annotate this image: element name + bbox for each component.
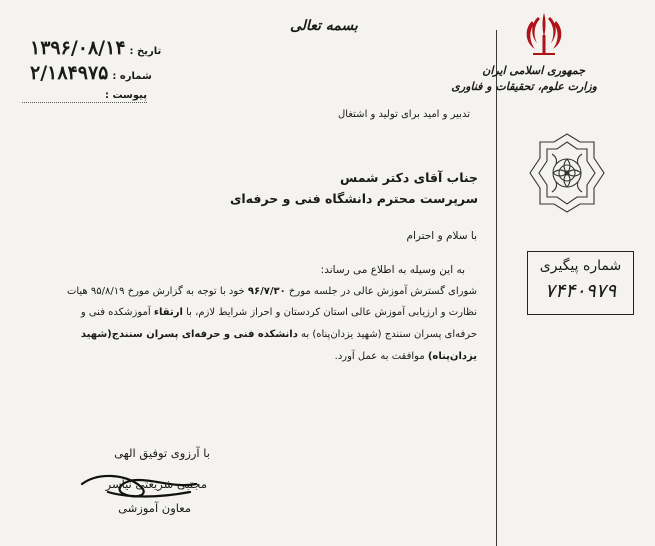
body-text: خود با توجه به گزارش مورخ ۹۵/۸/۱۹ هیات: [66, 286, 245, 297]
date-value: ۱۳۹۶/۰۸/۱۴: [30, 37, 126, 59]
tracking-label: شماره پیگیری: [539, 258, 622, 274]
slogan: تدبیر و امید برای تولید و اشتغال: [338, 109, 470, 120]
number-label: شماره :: [112, 71, 152, 82]
new-faculty-name: دانشکده فنی و حرفه‌ای پسران سنندج(شهید: [80, 329, 298, 340]
letterhead-ministry: وزارت علوم، تحقیقات و فناوری: [451, 80, 597, 93]
greeting: با سلام و احترام: [406, 230, 477, 242]
invocation: بسمه تعالی: [290, 18, 358, 34]
session-date: ۹۶/۷/۳۰: [247, 286, 286, 297]
margin-divider: [496, 30, 497, 546]
body-text: نظارت و ارزیابی آموزش عالی استان کردستان و احراز شرایط لازم، با: [186, 307, 477, 318]
addressee-name: جناب آقای دکتر شمس: [340, 170, 478, 185]
letterhead-country: جمهوری اسلامی ایران: [482, 64, 585, 77]
body-text: حرفه‌ای پسران سنندج (شهید یزدان‌پناه) به: [301, 329, 477, 340]
tracking-number: ۷۴۴۰۹۷۹: [544, 280, 617, 302]
body-line-4: [172, 350, 477, 364]
number-value: ۲/۱۸۴۹۷۵: [30, 62, 109, 84]
intro-line: به این وسیله به اطلاع می رساند:: [320, 264, 465, 276]
body-line-2: [80, 306, 477, 320]
iran-emblem-icon: [521, 9, 567, 59]
signer-title: معاون آموزشی: [118, 501, 191, 515]
handwritten-signature: [78, 462, 208, 512]
tracking-number-box: [527, 251, 634, 315]
body-line-1: [66, 285, 477, 299]
new-faculty-name-end: یزدان‌پناه): [427, 351, 477, 362]
upgrade-word: ارتقاء: [153, 307, 183, 318]
attachment-label: پیوست :: [22, 90, 147, 103]
number-row: [30, 62, 152, 84]
addressee-title: سرپرست محترم دانشگاه فنی و حرفه‌ای: [229, 191, 478, 206]
ornament-icon: [528, 132, 606, 214]
date-label: تاریخ :: [129, 46, 162, 57]
closing-wish: با آرزوی توفیق الهی: [114, 446, 210, 460]
body-line-3: [80, 328, 477, 342]
signer-name: مجتبی شریعتی نیاسر: [105, 477, 207, 491]
body-text: موافقت به عمل آورد.: [334, 351, 425, 362]
body-text: شورای گسترش آموزش عالی در جلسه مورخ: [288, 286, 477, 297]
date-row: [30, 37, 161, 59]
body-text: آموزشکده فنی و: [80, 307, 151, 318]
